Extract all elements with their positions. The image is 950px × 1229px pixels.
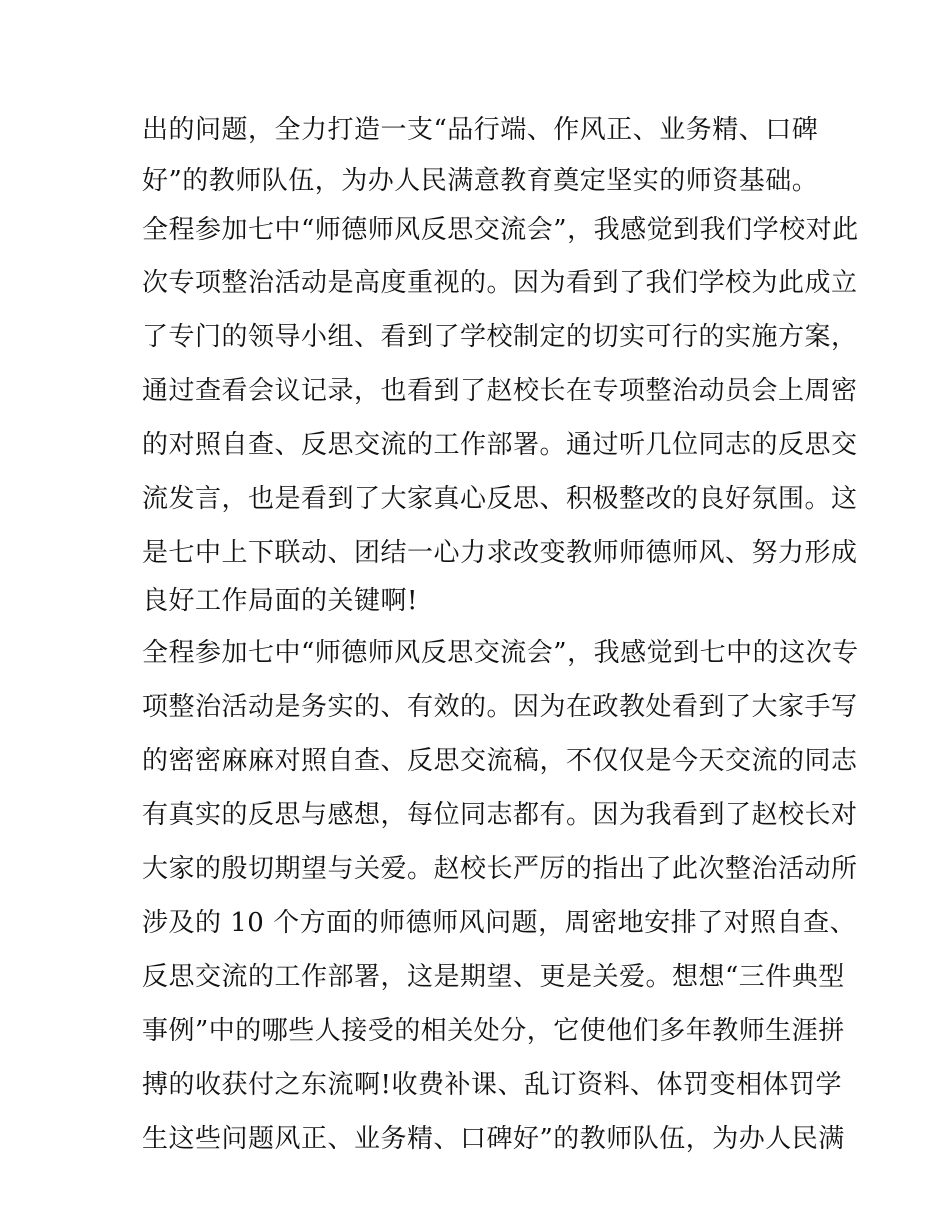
text-line: 全程参加七中“师德师风反思交流会”，我感觉到我们学校对此 [142,215,859,245]
text-line: 次专项整治活动是高度重视的。因为看到了我们学校为此成立 [142,268,858,298]
text-line: 好”的教师队伍，为办人民满意教育奠定坚实的师资基础。 [142,166,819,196]
text-line: 项整治活动是务实的、有效的。因为在政教处看到了大家手写 [142,692,858,722]
text-line: 搏的收获付之东流啊!收费补课、乱订资料、体罚变相体罚学 [142,1070,842,1100]
text-line: 事例”中的哪些人接受的相关处分，它使他们多年教师生涯拼 [142,1016,845,1046]
text-line: 通过查看会议记录，也看到了赵校长在专项整治动员会上周密 [142,376,858,406]
text-line: 了专门的领导小组、看到了学校制定的切实可行的实施方案， [142,322,858,352]
text-line: 良好工作局面的关键啊! [142,586,418,616]
text-line: 大家的殷切期望与关爱。赵校长严厉的指出了此次整治活动所 [142,854,858,884]
text-line: 的密密麻麻对照自查、反思交流稿，不仅仅是今天交流的同志 [142,746,858,776]
text-line: 涉及的 10 个方面的师德师风问题，周密地安排了对照自查、 [142,908,857,938]
text-line: 出的问题，全力打造一支“品行端、作风正、业务精、口碑 [142,115,819,145]
text-line: 生这些问题风正、业务精、口碑好”的教师队伍，为办人民满 [142,1124,845,1154]
text-line: 全程参加七中“师德师风反思交流会”，我感觉到七中的这次专 [142,638,859,668]
text-line: 是七中上下联动、团结一心力求改变教师师德师风、努力形成 [142,538,858,568]
text-line: 流发言，也是看到了大家真心反思、积极整改的良好氛围。这 [142,484,858,514]
text-line: 反思交流的工作部署，这是期望、更是关爱。想想“三件典型 [142,962,845,992]
text-line: 的对照自查、反思交流的工作部署。通过听几位同志的反思交 [142,430,858,460]
text-line: 有真实的反思与感想，每位同志都有。因为我看到了赵校长对 [142,800,858,830]
